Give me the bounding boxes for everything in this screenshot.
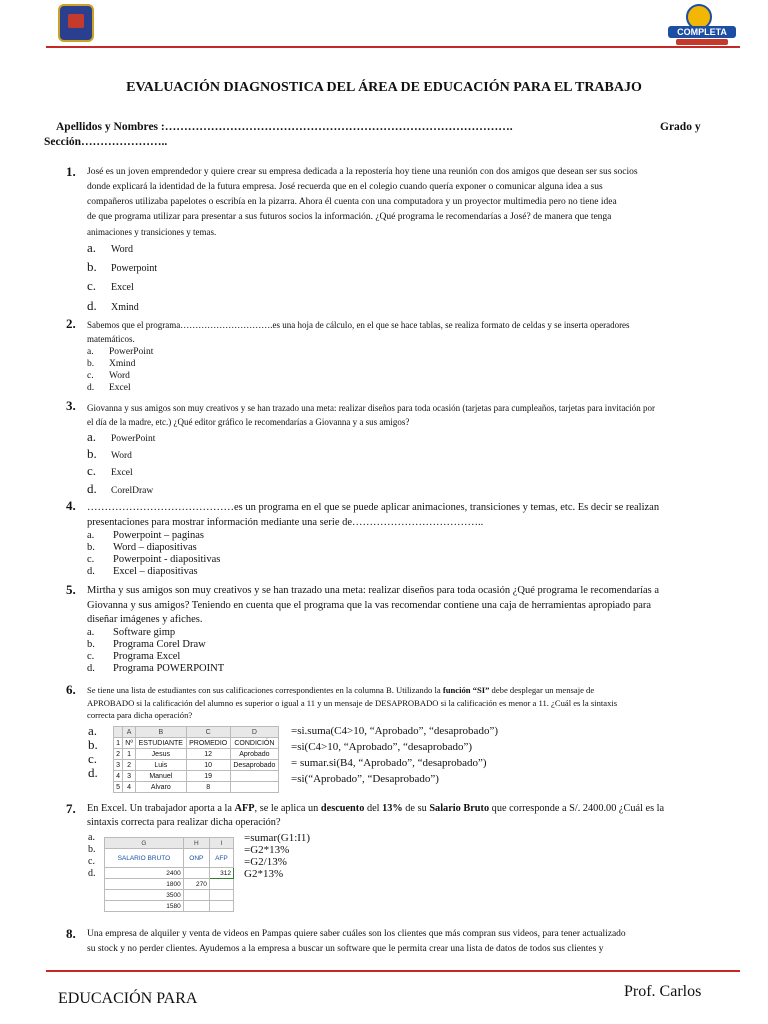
question-number: 7. [66,801,76,816]
question-number: 3. [66,398,76,413]
option-c[interactable]: c. Word [87,371,130,381]
question-number: 1. [66,164,76,179]
formula-option[interactable]: =sumar(G1:I1) [244,832,311,844]
option-a[interactable]: a. PowerPoint [87,429,156,444]
option-d[interactable]: d. Programa POWERPOINT [87,663,225,674]
option-b[interactable]: b. Powerpoint [87,259,158,274]
question-number: 8. [66,926,76,941]
grade-label: Grado y [660,121,701,133]
question-1-text: José es un joven emprendedor y quiere crear su empresa dedicada a la repostería hoy tiene una reunión con dos amigos que desean ser sus socios donde explicará la identidad de la futura empresa. José recuerda que en el colegio cuando quería exponer o comunicar alguna idea a sus compañeros utilizaba papelotes o escribía en la pizarra. Ahora él cuenta con una computadora y un proyector multimedia pero no tiene idea de que programa utilizar para presentar a sus futuros socios la información. ¿Qué programa le recomendarías a José? de manera que tenga animaciones y transiciones y temas. [87,167,638,237]
formula-option[interactable]: = sumar.si(B4, “Aprobado”, “desaprobado”) [291,757,487,769]
question-4-options [87,530,220,578]
question-number: 2. [66,316,76,331]
question-3-text: Giovanna y sus amigos son muy creativos y se han trazado una meta: realizar diseños para toda ocasión (tarjetas para cumpleaños, tarjetas para invitación por el día de la madre, etc.) ¿Qué editor gráfico le recomendarías a Giovanna y a sus amigos? [87,403,656,427]
formula-option[interactable]: =G2/13% [244,856,287,868]
formula-option[interactable]: =si(C4>10, “Aprobado”, “desaprobado”) [291,741,473,753]
option-d[interactable]: d. CorelDraw [87,481,154,496]
header-rule [46,46,740,48]
option-d[interactable]: d. Xmind [87,298,139,313]
option-c[interactable]: c. Powerpoint - diapositivas [87,554,221,565]
footer-course: EDUCACIÓN PARA [58,990,198,1007]
question-7-formulas [244,832,310,880]
question-6-text: Se tiene una lista de estudiantes con sus calificaciones correspondientes en la columna B. Utilizando la función “SI” debe desplegar un mensaje de APROBADO si la calificación del alumno es superior o igual a 11 y un mensaje de DESAPROBADO si la calificación es menor a 11. ¿Cuál es la sintaxis correcta para dicha operación? [87,685,618,720]
question-8-text: Una empresa de alquiler y venta de videos en Pampas quiere saber cuáles son los clientes que más compran sus videos, para tener actualizado su stock y no perder clientes. Ayudemos a la empresa a buscar un software que le permita crear una lista de datos de todos sus clientes y [87,929,626,954]
option-c[interactable]: c. Excel [87,463,133,478]
formula-option[interactable]: =si.suma(C4>10, “Aprobado”, “desaprobado”) [291,725,498,737]
question-2-text: Sabemos que el programa………………………….es una hoja de cálculo, en el que se hace tablas, se realiza formato de celdas y se inserta operadores matemáticos. [87,320,630,344]
question-number: 6. [66,682,76,697]
question-5-options [87,627,224,675]
question-5-text: Mirtha y sus amigos son muy creativos y se han trazado una meta: realizar diseños para toda ocasión ¿Qué programa le recomendarías a Giovanna y sus amigos? Teniendo en cuenta que el programa que la vas recomendar contiene una caja de herramientas apropiado para diseñar imágenes y afiches. [87,585,660,625]
formula-option[interactable]: G2*13% [244,868,284,880]
option-b[interactable]: b. Word [87,446,132,461]
option-b[interactable]: b. Programa Corel Draw [87,639,206,650]
jornada-logo: COMPLETA [666,4,738,46]
option-d[interactable]: d. Excel [87,383,131,393]
students-spreadsheet: A B C D 1 Nº ESTUDIANTE PROMEDIO CONDICIÓN 2 1 Jesus 12 Aprobado 3 2 Luis 10 Desaprobado 4 3 Manuel 19 5 4 Alvaro 8 [113,726,279,793]
option-a[interactable]: a. Word [87,240,133,255]
question-7-text: En Excel. Un trabajador aporta a la AFP, se le aplica un descuento del 13% de su Salario Bruto que corresponde a S/. 2400.00 ¿Cuál es la sintaxis correcta para realizar dicha operación? [87,803,665,828]
footer-rule [46,970,740,972]
school-logo [58,4,94,42]
name-field-label: Apellidos y Nombres :………………………………………………………………………………. [56,121,513,133]
option-c[interactable]: c. Programa Excel [87,651,181,662]
option-a[interactable]: a. Powerpoint – paginas [87,530,204,541]
salary-spreadsheet: G H I SALARIO BRUTO ONP AFP 2400 312 1800 270 3500 1580 [104,837,234,912]
question-6-letters: a. b. c. d. [88,723,98,780]
option-d[interactable]: d. Excel – diapositivas [87,566,198,577]
question-number: 4. [66,498,76,513]
section-label: Sección………………….. [44,136,168,148]
question-2-options [87,346,153,394]
option-c[interactable]: c. Excel [87,278,134,293]
page-title: EVALUACIÓN DIAGNOSTICA DEL ÁREA DE EDUCACIÓN PARA EL TRABAJO [126,80,642,95]
footer-teacher: Prof. Carlos [624,983,702,1000]
option-a[interactable]: a. Software gimp [87,627,176,638]
question-6-formulas [291,723,498,787]
option-b[interactable]: b. Xmind [87,359,136,369]
option-a[interactable]: a. PowerPoint [87,347,154,357]
question-7-letters: a. b. c. d. [88,832,96,879]
option-b[interactable]: b. Word – diapositivas [87,542,197,553]
question-number: 5. [66,582,76,597]
question-4-text: ……………………………………es un programa en el que se puede aplicar animaciones, transiciones y temas, etc. Es decir se realizan presentaciones para mostrar información mediante una serie de……………………………….. [87,502,660,528]
formula-option[interactable]: =G2*13% [244,844,290,856]
formula-option[interactable]: =si(“Aprobado”, “Desaprobado”) [291,773,439,785]
